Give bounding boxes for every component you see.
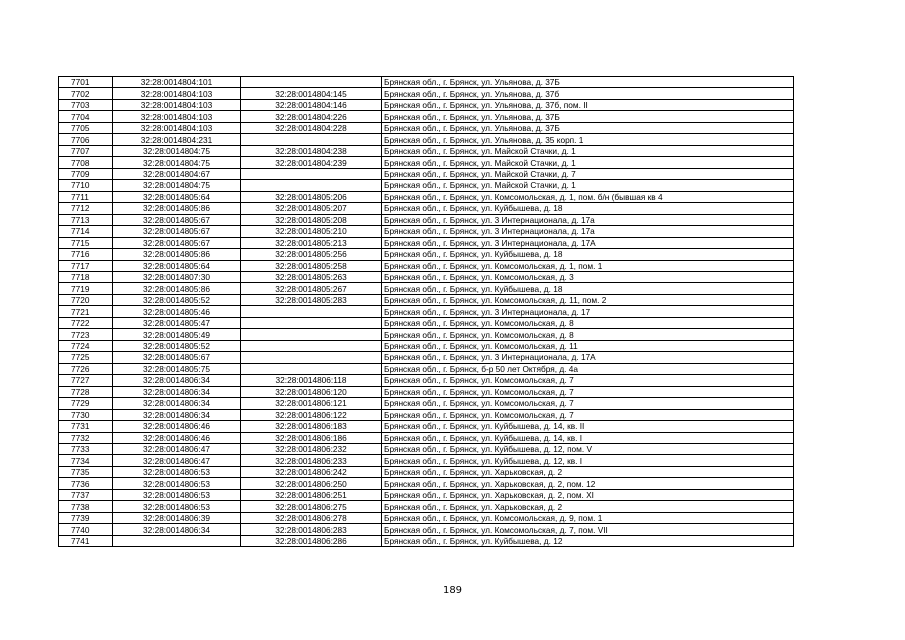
address-cell: Брянская обл., г. Брянск, ул. Комсомольская, д. 9, пом. 1	[382, 512, 794, 523]
object-number-cell: 32:28:0014804:226	[241, 111, 382, 122]
address-cell: Брянская обл., г. Брянск, ул. Харьковская, д. 2	[382, 466, 794, 477]
object-number-cell: 32:28:0014806:242	[241, 466, 382, 477]
row-number-cell: 7731	[59, 421, 113, 432]
address-cell: Брянская обл., г. Брянск, ул. Куйбышева, д. 12, кв. I	[382, 455, 794, 466]
object-number-cell: 32:28:0014804:145	[241, 88, 382, 99]
object-number-cell: 32:28:0014805:267	[241, 283, 382, 294]
table-row	[59, 122, 794, 133]
row-number-cell: 7735	[59, 466, 113, 477]
address-cell: Брянская обл., г. Брянск, ул. Комсомольская, д. 7	[382, 375, 794, 386]
parcel-number-cell: 32:28:0014806:39	[113, 512, 241, 523]
table-row	[59, 317, 794, 328]
address-cell: Брянская обл., г. Брянск, ул. Куйбышева, д. 18	[382, 249, 794, 260]
parcel-number-cell: 32:28:0014806:34	[113, 375, 241, 386]
row-number-cell: 7721	[59, 306, 113, 317]
row-number-cell: 7739	[59, 512, 113, 523]
parcel-number-cell: 32:28:0014804:103	[113, 99, 241, 110]
object-number-cell: 32:28:0014804:146	[241, 99, 382, 110]
address-cell: Брянская обл., г. Брянск, ул. 3 Интернационала, д. 17А	[382, 352, 794, 363]
row-number-cell: 7714	[59, 226, 113, 237]
parcel-number-cell: 32:28:0014804:67	[113, 168, 241, 179]
table-row	[59, 88, 794, 99]
table-row	[59, 375, 794, 386]
address-cell: Брянская обл., г. Брянск, ул. Комсомольская, д. 3	[382, 271, 794, 282]
row-number-cell: 7726	[59, 363, 113, 374]
object-number-cell: 32:28:0014806:278	[241, 512, 382, 523]
parcel-number-cell: 32:28:0014804:75	[113, 180, 241, 191]
parcel-number-cell: 32:28:0014804:75	[113, 145, 241, 156]
row-number-cell: 7734	[59, 455, 113, 466]
parcel-number-cell: 32:28:0014805:64	[113, 191, 241, 202]
address-cell: Брянская обл., г. Брянск, ул. Комсомольская, д. 1, пом. б/н (бывшая кв 4	[382, 191, 794, 202]
row-number-cell: 7715	[59, 237, 113, 248]
object-number-cell	[241, 306, 382, 317]
row-number-cell: 7702	[59, 88, 113, 99]
address-cell: Брянская обл., г. Брянск, ул. Комсомольская, д. 8	[382, 317, 794, 328]
object-number-cell	[241, 134, 382, 145]
parcel-number-cell: 32:28:0014806:53	[113, 466, 241, 477]
object-number-cell	[241, 317, 382, 328]
address-cell: Брянская обл., г. Брянск, ул. Куйбышева, д. 12	[382, 535, 794, 546]
object-number-cell: 32:28:0014805:283	[241, 294, 382, 305]
address-cell: Брянская обл., г. Брянск, ул. Комсомольская, д. 7	[382, 386, 794, 397]
row-number-cell: 7707	[59, 145, 113, 156]
row-number-cell: 7701	[59, 77, 113, 88]
row-number-cell: 7704	[59, 111, 113, 122]
object-number-cell: 32:28:0014805:207	[241, 203, 382, 214]
table-row	[59, 466, 794, 477]
address-cell: Брянская обл., г. Брянск, ул. Майской Стачки, д. 7	[382, 168, 794, 179]
row-number-cell: 7728	[59, 386, 113, 397]
row-number-cell: 7740	[59, 524, 113, 535]
row-number-cell: 7703	[59, 99, 113, 110]
row-number-cell: 7727	[59, 375, 113, 386]
parcel-number-cell: 32:28:0014804:103	[113, 88, 241, 99]
object-number-cell	[241, 340, 382, 351]
object-number-cell: 32:28:0014805:208	[241, 214, 382, 225]
object-number-cell: 32:28:0014806:118	[241, 375, 382, 386]
table-row	[59, 501, 794, 512]
object-number-cell: 32:28:0014805:258	[241, 260, 382, 271]
row-number-cell: 7719	[59, 283, 113, 294]
table-row	[59, 283, 794, 294]
table-row	[59, 111, 794, 122]
parcel-number-cell: 32:28:0014805:67	[113, 226, 241, 237]
table-row	[59, 386, 794, 397]
row-number-cell: 7729	[59, 398, 113, 409]
object-number-cell: 32:28:0014805:263	[241, 271, 382, 282]
parcel-number-cell: 32:28:0014805:86	[113, 283, 241, 294]
parcel-number-cell: 32:28:0014805:52	[113, 294, 241, 305]
address-cell: Брянская обл., г. Брянск, ул. Харьковская, д. 2	[382, 501, 794, 512]
address-cell: Брянская обл., г. Брянск, ул. 3 Интернационала, д. 17а	[382, 226, 794, 237]
table-row	[59, 271, 794, 282]
parcel-number-cell: 32:28:0014805:64	[113, 260, 241, 271]
address-cell: Брянская обл., г. Брянск, ул. Комсомольская, д. 8	[382, 329, 794, 340]
table-row	[59, 99, 794, 110]
table-row	[59, 432, 794, 443]
row-number-cell: 7733	[59, 444, 113, 455]
object-number-cell: 32:28:0014806:183	[241, 421, 382, 432]
table-row	[59, 535, 794, 546]
parcel-number-cell: 32:28:0014806:34	[113, 524, 241, 535]
address-cell: Брянская обл., г. Брянск, ул. Комсомольская, д. 11, пом. 2	[382, 294, 794, 305]
address-cell: Брянская обл., г. Брянск, ул. Ульянова, д. 37б, пом. II	[382, 99, 794, 110]
address-cell: Брянская обл., г. Брянск, ул. Харьковская, д. 2, пом. 12	[382, 478, 794, 489]
row-number-cell: 7712	[59, 203, 113, 214]
parcel-number-cell: 32:28:0014805:49	[113, 329, 241, 340]
object-number-cell: 32:28:0014805:256	[241, 249, 382, 260]
parcel-number-cell: 32:28:0014807:30	[113, 271, 241, 282]
row-number-cell: 7718	[59, 271, 113, 282]
object-number-cell: 32:28:0014806:232	[241, 444, 382, 455]
object-number-cell: 32:28:0014804:239	[241, 157, 382, 168]
table-row	[59, 180, 794, 191]
parcel-number-cell: 32:28:0014804:103	[113, 122, 241, 133]
row-number-cell: 7713	[59, 214, 113, 225]
parcel-number-cell: 32:28:0014806:34	[113, 398, 241, 409]
object-number-cell: 32:28:0014805:206	[241, 191, 382, 202]
address-cell: Брянская обл., г. Брянск, ул. Ульянова, д. 37Б	[382, 122, 794, 133]
table-row	[59, 352, 794, 363]
row-number-cell: 7709	[59, 168, 113, 179]
registry-table	[58, 76, 794, 547]
object-number-cell	[241, 329, 382, 340]
table-row	[59, 398, 794, 409]
object-number-cell	[241, 180, 382, 191]
parcel-number-cell: 32:28:0014804:103	[113, 111, 241, 122]
address-cell: Брянская обл., г. Брянск, ул. Ульянова, д. 35 корп. 1	[382, 134, 794, 145]
table-row	[59, 478, 794, 489]
table-row	[59, 203, 794, 214]
table-row	[59, 455, 794, 466]
address-cell: Брянская обл., г. Брянск, ул. Комсомольская, д. 11	[382, 340, 794, 351]
parcel-number-cell: 32:28:0014806:46	[113, 421, 241, 432]
parcel-number-cell: 32:28:0014805:47	[113, 317, 241, 328]
parcel-number-cell: 32:28:0014805:67	[113, 214, 241, 225]
table-row	[59, 226, 794, 237]
address-cell: Брянская обл., г. Брянск, ул. Ульянова, д. 37Б	[382, 111, 794, 122]
table-row	[59, 168, 794, 179]
parcel-number-cell: 32:28:0014805:52	[113, 340, 241, 351]
row-number-cell: 7732	[59, 432, 113, 443]
table-row	[59, 421, 794, 432]
page-number: 189	[442, 585, 463, 596]
table-row	[59, 134, 794, 145]
row-number-cell: 7724	[59, 340, 113, 351]
row-number-cell: 7736	[59, 478, 113, 489]
row-number-cell: 7705	[59, 122, 113, 133]
object-number-cell	[241, 77, 382, 88]
row-number-cell: 7716	[59, 249, 113, 260]
parcel-number-cell: 32:28:0014804:231	[113, 134, 241, 145]
parcel-number-cell: 32:28:0014804:101	[113, 77, 241, 88]
parcel-number-cell: 32:28:0014806:53	[113, 501, 241, 512]
table-row	[59, 77, 794, 88]
address-cell: Брянская обл., г. Брянск, ул. Куйбышева, д. 14, кв. II	[382, 421, 794, 432]
row-number-cell: 7723	[59, 329, 113, 340]
table-row	[59, 157, 794, 168]
address-cell: Брянская обл., г. Брянск, ул. 3 Интернационала, д. 17а	[382, 214, 794, 225]
address-cell: Брянская обл., г. Брянск, ул. Харьковская, д. 2, пом. XI	[382, 489, 794, 500]
row-number-cell: 7730	[59, 409, 113, 420]
object-number-cell	[241, 352, 382, 363]
address-cell: Брянская обл., г. Брянск, б-р 50 лет Октября, д. 4а	[382, 363, 794, 374]
row-number-cell: 7717	[59, 260, 113, 271]
parcel-number-cell: 32:28:0014805:86	[113, 203, 241, 214]
row-number-cell: 7708	[59, 157, 113, 168]
object-number-cell	[241, 363, 382, 374]
registry-table-body	[59, 77, 794, 547]
parcel-number-cell: 32:28:0014806:47	[113, 455, 241, 466]
address-cell: Брянская обл., г. Брянск, ул. Куйбышева, д. 18	[382, 283, 794, 294]
table-row	[59, 191, 794, 202]
address-cell: Брянская обл., г. Брянск, ул. Майской Стачки, д. 1	[382, 180, 794, 191]
object-number-cell: 32:28:0014806:120	[241, 386, 382, 397]
address-cell: Брянская обл., г. Брянск, ул. Ульянова, д. 37Б	[382, 77, 794, 88]
address-cell: Брянская обл., г. Брянск, ул. Комсомольская, д. 7	[382, 398, 794, 409]
table-row	[59, 249, 794, 260]
object-number-cell: 32:28:0014806:233	[241, 455, 382, 466]
table-row	[59, 444, 794, 455]
object-number-cell: 32:28:0014805:210	[241, 226, 382, 237]
address-cell: Брянская обл., г. Брянск, ул. Куйбышева, д. 18	[382, 203, 794, 214]
row-number-cell: 7737	[59, 489, 113, 500]
object-number-cell: 32:28:0014806:121	[241, 398, 382, 409]
address-cell: Брянская обл., г. Брянск, ул. Майской Стачки, д. 1	[382, 157, 794, 168]
address-cell: Брянская обл., г. Брянск, ул. Комсомольская, д. 1, пом. 1	[382, 260, 794, 271]
table-row	[59, 145, 794, 156]
address-cell: Брянская обл., г. Брянск, ул. 3 Интернационала, д. 17А	[382, 237, 794, 248]
address-cell: Брянская обл., г. Брянск, ул. Майской Стачки, д. 1	[382, 145, 794, 156]
object-number-cell: 32:28:0014804:228	[241, 122, 382, 133]
table-row	[59, 237, 794, 248]
object-number-cell: 32:28:0014806:286	[241, 535, 382, 546]
object-number-cell: 32:28:0014806:122	[241, 409, 382, 420]
row-number-cell: 7720	[59, 294, 113, 305]
parcel-number-cell: 32:28:0014806:47	[113, 444, 241, 455]
parcel-number-cell	[113, 535, 241, 546]
object-number-cell: 32:28:0014805:213	[241, 237, 382, 248]
row-number-cell: 7725	[59, 352, 113, 363]
object-number-cell: 32:28:0014806:283	[241, 524, 382, 535]
row-number-cell: 7738	[59, 501, 113, 512]
table-row	[59, 329, 794, 340]
table-row	[59, 294, 794, 305]
parcel-number-cell: 32:28:0014805:67	[113, 352, 241, 363]
table-row	[59, 512, 794, 523]
parcel-number-cell: 32:28:0014806:53	[113, 478, 241, 489]
parcel-number-cell: 32:28:0014804:75	[113, 157, 241, 168]
parcel-number-cell: 32:28:0014806:34	[113, 386, 241, 397]
object-number-cell	[241, 168, 382, 179]
object-number-cell: 32:28:0014806:250	[241, 478, 382, 489]
table-row	[59, 260, 794, 271]
table-row	[59, 214, 794, 225]
parcel-number-cell: 32:28:0014805:86	[113, 249, 241, 260]
table-row	[59, 524, 794, 535]
table-row	[59, 363, 794, 374]
object-number-cell: 32:28:0014804:238	[241, 145, 382, 156]
parcel-number-cell: 32:28:0014805:75	[113, 363, 241, 374]
row-number-cell: 7722	[59, 317, 113, 328]
object-number-cell: 32:28:0014806:186	[241, 432, 382, 443]
row-number-cell: 7741	[59, 535, 113, 546]
parcel-number-cell: 32:28:0014805:46	[113, 306, 241, 317]
parcel-number-cell: 32:28:0014806:34	[113, 409, 241, 420]
address-cell: Брянская обл., г. Брянск, ул. Куйбышева, д. 12, пом. V	[382, 444, 794, 455]
parcel-number-cell: 32:28:0014806:53	[113, 489, 241, 500]
address-cell: Брянская обл., г. Брянск, ул. Комсомольская, д. 7, пом. VII	[382, 524, 794, 535]
address-cell: Брянская обл., г. Брянск, ул. 3 Интернационала, д. 17	[382, 306, 794, 317]
object-number-cell: 32:28:0014806:275	[241, 501, 382, 512]
row-number-cell: 7710	[59, 180, 113, 191]
table-row	[59, 489, 794, 500]
address-cell: Брянская обл., г. Брянск, ул. Куйбышева, д. 14, кв. I	[382, 432, 794, 443]
parcel-number-cell: 32:28:0014806:46	[113, 432, 241, 443]
table-row	[59, 306, 794, 317]
row-number-cell: 7706	[59, 134, 113, 145]
table-row	[59, 409, 794, 420]
table-row	[59, 340, 794, 351]
parcel-number-cell: 32:28:0014805:67	[113, 237, 241, 248]
address-cell: Брянская обл., г. Брянск, ул. Ульянова, д. 37б	[382, 88, 794, 99]
object-number-cell: 32:28:0014806:251	[241, 489, 382, 500]
row-number-cell: 7711	[59, 191, 113, 202]
address-cell: Брянская обл., г. Брянск, ул. Комсомольская, д. 7	[382, 409, 794, 420]
